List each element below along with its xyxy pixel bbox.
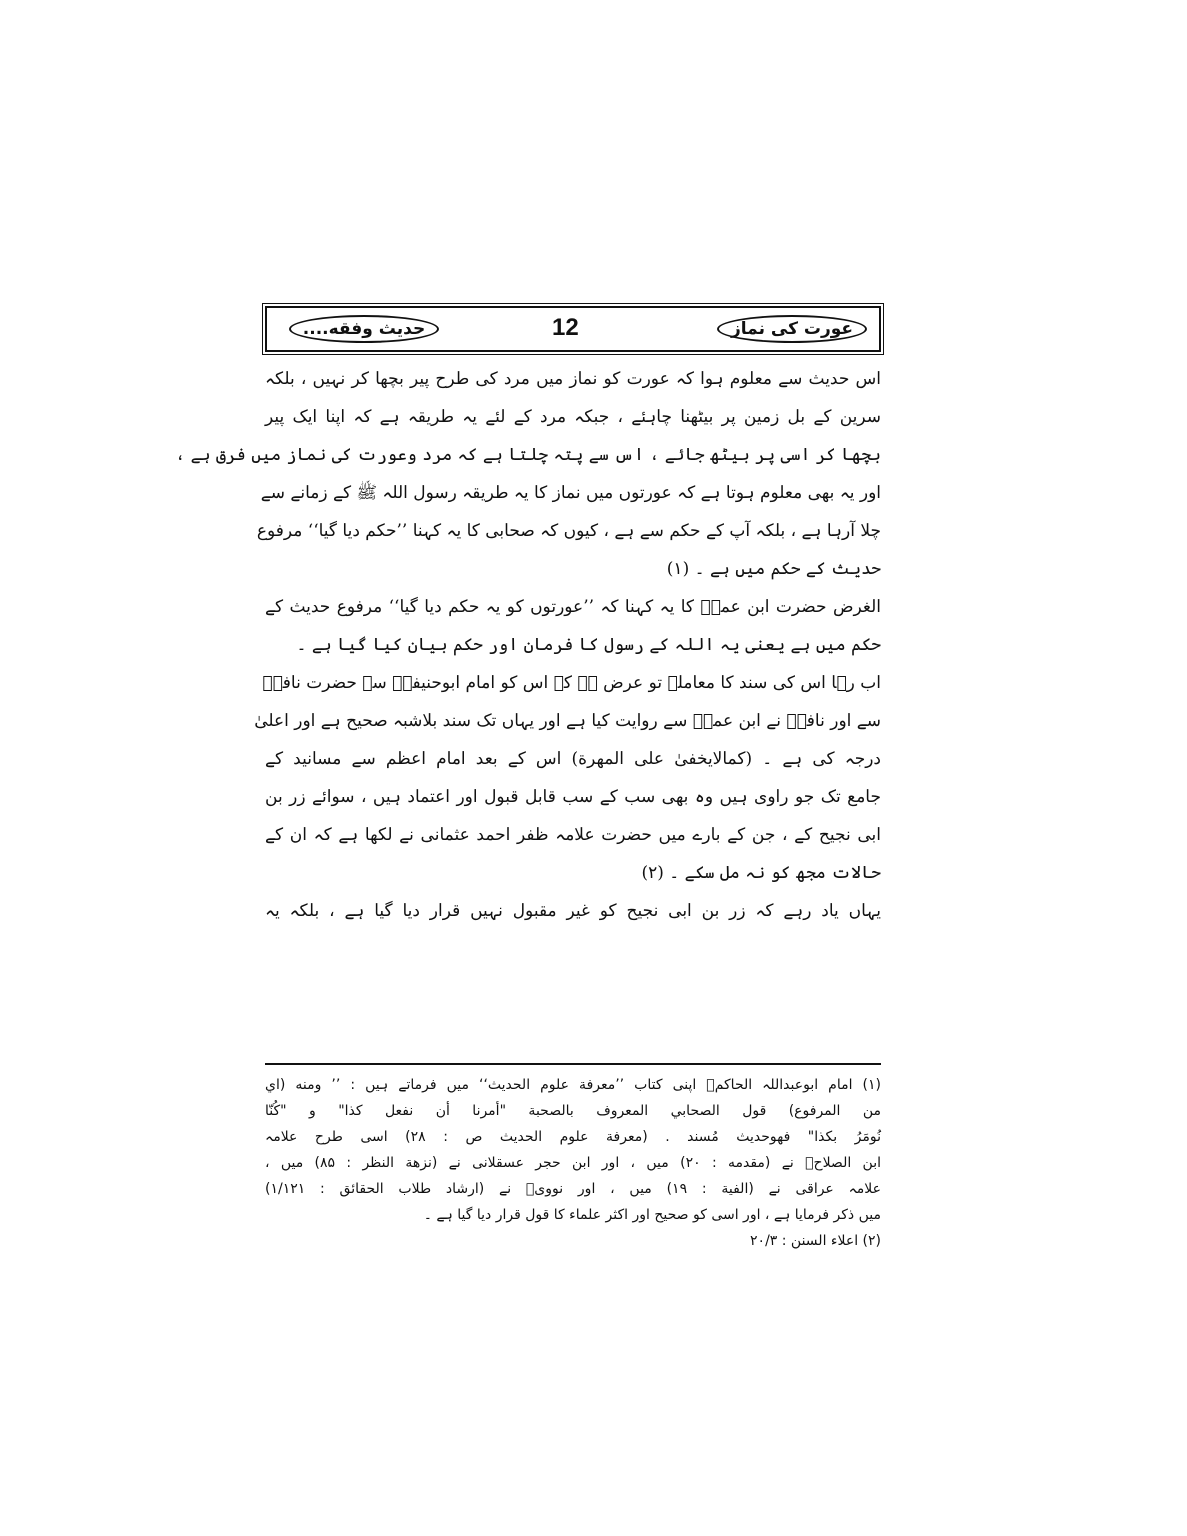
text-line: جامع تک جو راوی ہیں وہ بھی سب کے سب قابل قبول اور اعتماد ہیں ، سوائے زر بن bbox=[265, 787, 881, 807]
footnote-line: نُومَرُ بكذا" فهوحديث مُسند . (معرفة علوم الحديث ص : ۲۸) اسی طرح علامہ bbox=[265, 1129, 881, 1145]
book-title: عورت کی نماز bbox=[731, 319, 854, 339]
text-line: اب رہا اس کی سند کا معاملہ تو عرض ہے کہ اس کو امام ابوحنیفہؒ سے حضرت نافعؒ bbox=[262, 673, 881, 693]
text-line: چلا آرہا ہے ، بلکہ آپ کے حکم سے ہے ، کیوں کہ صحابی کا یہ کہنا ’’حکم دیا گیا‘‘ مرفوع bbox=[256, 521, 881, 541]
footnote-line: میں ذکر فرمایا ہے ، اور اسی کو صحیح اور اکثر علماء کا قول قرار دیا گیا ہے ۔ bbox=[423, 1207, 881, 1223]
text-line: حکم میں ہے یعنی یہ اللہ کے رسول کا فرمان اور حکم بیان کیا گیا ہے ۔ bbox=[296, 635, 881, 655]
text-line: حالات مجھ کو نہ مل سکے ۔ (۲) bbox=[641, 863, 881, 883]
book-page bbox=[175, 306, 885, 1306]
text-line: درجہ کی ہے ۔ (کمالایخفیٰ علی المهرة) اس کے بعد امام اعظم سے مسانید کے bbox=[265, 749, 881, 769]
text-line: سے اور نافعؒ نے ابن عمرؓ سے روایت کیا ہے اور یہاں تک سند بلاشبہ صحیح ہے اور اعلیٰ bbox=[254, 711, 881, 731]
text-line: یہاں یاد رہے کہ زر بن ابی نجیح کو غیر مقبول نہیں قرار دیا گیا ہے ، بلکہ یہ bbox=[265, 901, 881, 921]
text-line: الغرض حضرت ابن عمرؓ کا یہ کہنا کہ ’’عورتوں کو یہ حکم دیا گیا‘‘ مرفوع حدیث کے bbox=[265, 597, 881, 617]
footnote-line: (۱) امام ابوعبداللہ الحاکمؒ اپنی کتاب ’’معرفة علوم الحدیث‘‘ میں فرماتے ہیں : ’’ ومنه (اي bbox=[265, 1077, 881, 1093]
footnote-line: (۲) اعلاء السنن : ۲۰/۳ bbox=[750, 1233, 881, 1249]
footnote-line: علامہ عراقی نے (الفية : ۱۹) میں ، اور نوویؒ نے (ارشاد طلاب الحقائق : ۱/۱۲۱) bbox=[265, 1181, 881, 1197]
page-number: 12 bbox=[552, 314, 579, 341]
footnote-divider bbox=[265, 1063, 881, 1065]
section-title-badge bbox=[289, 315, 439, 343]
book-title-badge bbox=[717, 315, 867, 343]
text-line: حدیث کے حکم میں ہے ۔ (۱) bbox=[666, 559, 881, 579]
footnote-line: ابن الصلاحؒ نے (مقدمه : ۲۰) میں ، اور ابن حجر عسقلانی نے (نزهة النظر : ۸۵) میں ، bbox=[265, 1155, 882, 1171]
paragraph-3 bbox=[254, 664, 881, 892]
footnotes bbox=[265, 1072, 881, 1254]
text-line: اور یہ بھی معلوم ہوتا ہے کہ عورتوں میں نماز کا یہ طریقہ رسول اللہ ﷺ کے زمانے سے bbox=[260, 483, 881, 503]
main-text bbox=[175, 360, 881, 930]
text-line: اس حدیث سے معلوم ہوا کہ عورت کو نماز میں مرد کی طرح پیر بچھا کر نہیں ، بلکہ bbox=[265, 369, 881, 389]
paragraph-4 bbox=[265, 892, 881, 930]
text-line: سرین کے بل زمین پر بیٹھنا چاہئے ، جبکہ مرد کے لئے یہ طریقہ ہے کہ اپنا ایک پیر bbox=[265, 407, 881, 427]
paragraph-2 bbox=[265, 588, 881, 664]
text-line: بچھا کر اسی پر بیٹھ جائے ، اس سے پتہ چلتا ہے کہ مرد وعورت کی نماز میں فرق ہے ، bbox=[175, 445, 881, 465]
text-line: ابی نجیح کے ، جن کے بارے میں حضرت علامہ ظفر احمد عثمانی نے لکھا ہے کہ ان کے bbox=[265, 825, 881, 845]
footnote-line: من المرفوع) قول الصحابي المعروف بالصحبة "أمرنا أن نفعل كذا" و "كُنّا bbox=[265, 1103, 881, 1119]
paragraph-1 bbox=[175, 360, 881, 588]
page-header bbox=[265, 306, 881, 352]
section-title: حدیث وفقه.... bbox=[302, 319, 426, 339]
